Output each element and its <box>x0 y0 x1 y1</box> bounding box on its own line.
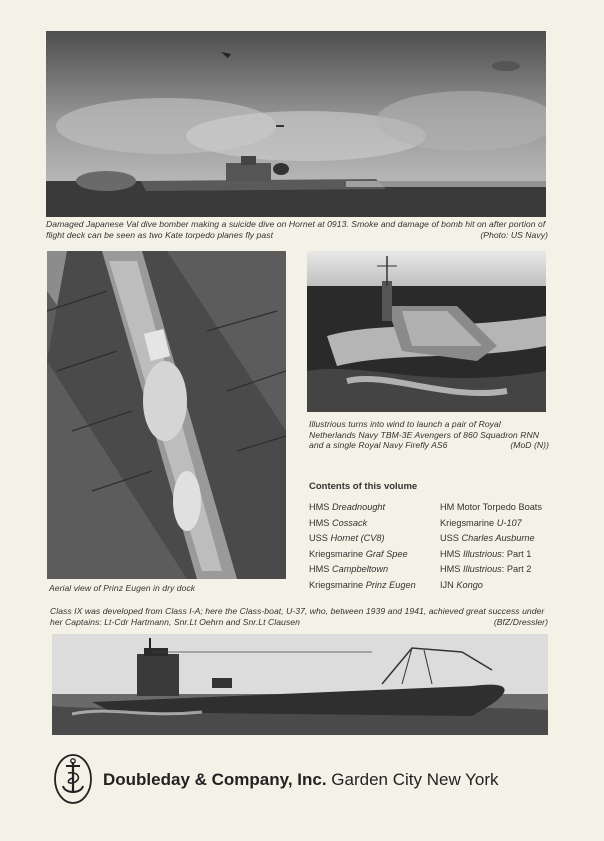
contents-item-prefix: HMS <box>440 548 463 559</box>
contents-item-prefix: HMS <box>309 502 332 512</box>
caption-uboat-credit: (BfZ/Dressler) <box>493 616 548 627</box>
contents-item-name: U-107 <box>496 517 522 528</box>
caption-prinz-eugen <box>49 583 289 594</box>
contents-item-prefix: HMS <box>309 564 332 575</box>
caption-illustrious <box>309 419 549 451</box>
contents-item <box>309 516 416 532</box>
contents-item <box>440 531 542 547</box>
contents-item-name: Dreadnought <box>331 502 386 512</box>
publisher-place: Garden City New York <box>331 770 499 789</box>
hornet-photo-image <box>46 31 546 217</box>
contents-item-prefix: HMS <box>440 564 463 575</box>
photo-hornet <box>46 31 546 217</box>
contents-right-column <box>440 500 542 594</box>
contents-item-prefix: Kriegsmarine <box>440 517 497 528</box>
prinz-eugen-photo-image <box>47 251 286 579</box>
caption-illustrious-credit: (MoD (N)) <box>510 440 549 450</box>
caption-prinz-eugen-text: Aerial view of Prinz Eugen in dry dock <box>49 583 196 593</box>
contents-item <box>440 562 542 578</box>
publisher-logo <box>52 753 94 805</box>
caption-uboat <box>50 606 548 627</box>
anchor-dolphin-icon <box>52 753 94 805</box>
contents-item <box>440 547 542 563</box>
contents-item-prefix: USS <box>309 533 331 544</box>
contents-item-name: Prinz Eugen <box>365 579 416 590</box>
contents-item-prefix: HM Motor Torpedo Boats <box>440 502 542 512</box>
contents-item-prefix: HMS <box>309 517 332 528</box>
contents-item <box>440 578 542 594</box>
contents-item-name: Graf Spee <box>365 548 408 559</box>
contents-item-prefix: Kriegsmarine <box>309 548 366 559</box>
contents-item-prefix: USS <box>440 533 462 544</box>
photo-illustrious <box>307 251 546 412</box>
contents-item-name: Hornet (CV8) <box>330 533 385 544</box>
caption-hornet-text: Damaged Japanese Val dive bomber making a suicide dive on Hornet at 0913. Smoke and damage of bomb hit on after portion of flight deck can be seen as two Kate torpedo planes fly past <box>46 219 546 240</box>
photo-prinz-eugen <box>47 251 286 579</box>
contents-left-column <box>309 500 416 594</box>
contents-item <box>309 547 416 563</box>
contents-item <box>309 578 416 594</box>
publisher-name: Doubleday & Company, Inc. <box>103 770 327 789</box>
uboat-photo-image <box>52 634 548 735</box>
contents-item <box>309 531 416 547</box>
contents-item-suffix: : Part 1 <box>501 548 532 559</box>
contents-item-prefix: IJN <box>440 579 457 590</box>
contents-item-prefix: Kriegsmarine <box>309 579 366 590</box>
publisher-line <box>103 770 499 790</box>
contents-title: Contents of this volume <box>309 481 418 492</box>
contents-item-name: Campbeltown <box>331 564 389 575</box>
contents-item-name: Kongo <box>456 579 483 590</box>
caption-uboat-text: Class IX was developed from Class I-A; here the Class-boat, U-37, who, between 1939 and 1941, achieved great success under her Captains: Lt-Cdr Hartmann, Snr.Lt Oehrn and Snr.Lt Clausen <box>50 606 545 627</box>
contents-item-name: Charles Ausburne <box>461 533 535 544</box>
contents-item-name: Cossack <box>331 517 368 528</box>
contents-item-suffix: : Part 2 <box>501 564 532 575</box>
contents-item <box>309 562 416 578</box>
caption-hornet <box>46 219 548 241</box>
contents-item-name: Illustrious <box>462 548 502 559</box>
contents-item-name: Illustrious <box>462 564 502 575</box>
caption-hornet-credit: (Photo: US Navy) <box>480 230 548 240</box>
illustrious-photo-image <box>307 251 546 412</box>
contents-item <box>309 500 416 516</box>
contents-item <box>440 516 542 532</box>
contents-item <box>440 500 542 516</box>
caption-illustrious-text: Illustrious turns into wind to launch a pair of Royal Netherlands Navy TBM-3E Avengers of 860 Squadron RNN and a single Royal Navy Firefly AS6 <box>309 419 539 450</box>
photo-uboat <box>52 634 548 735</box>
